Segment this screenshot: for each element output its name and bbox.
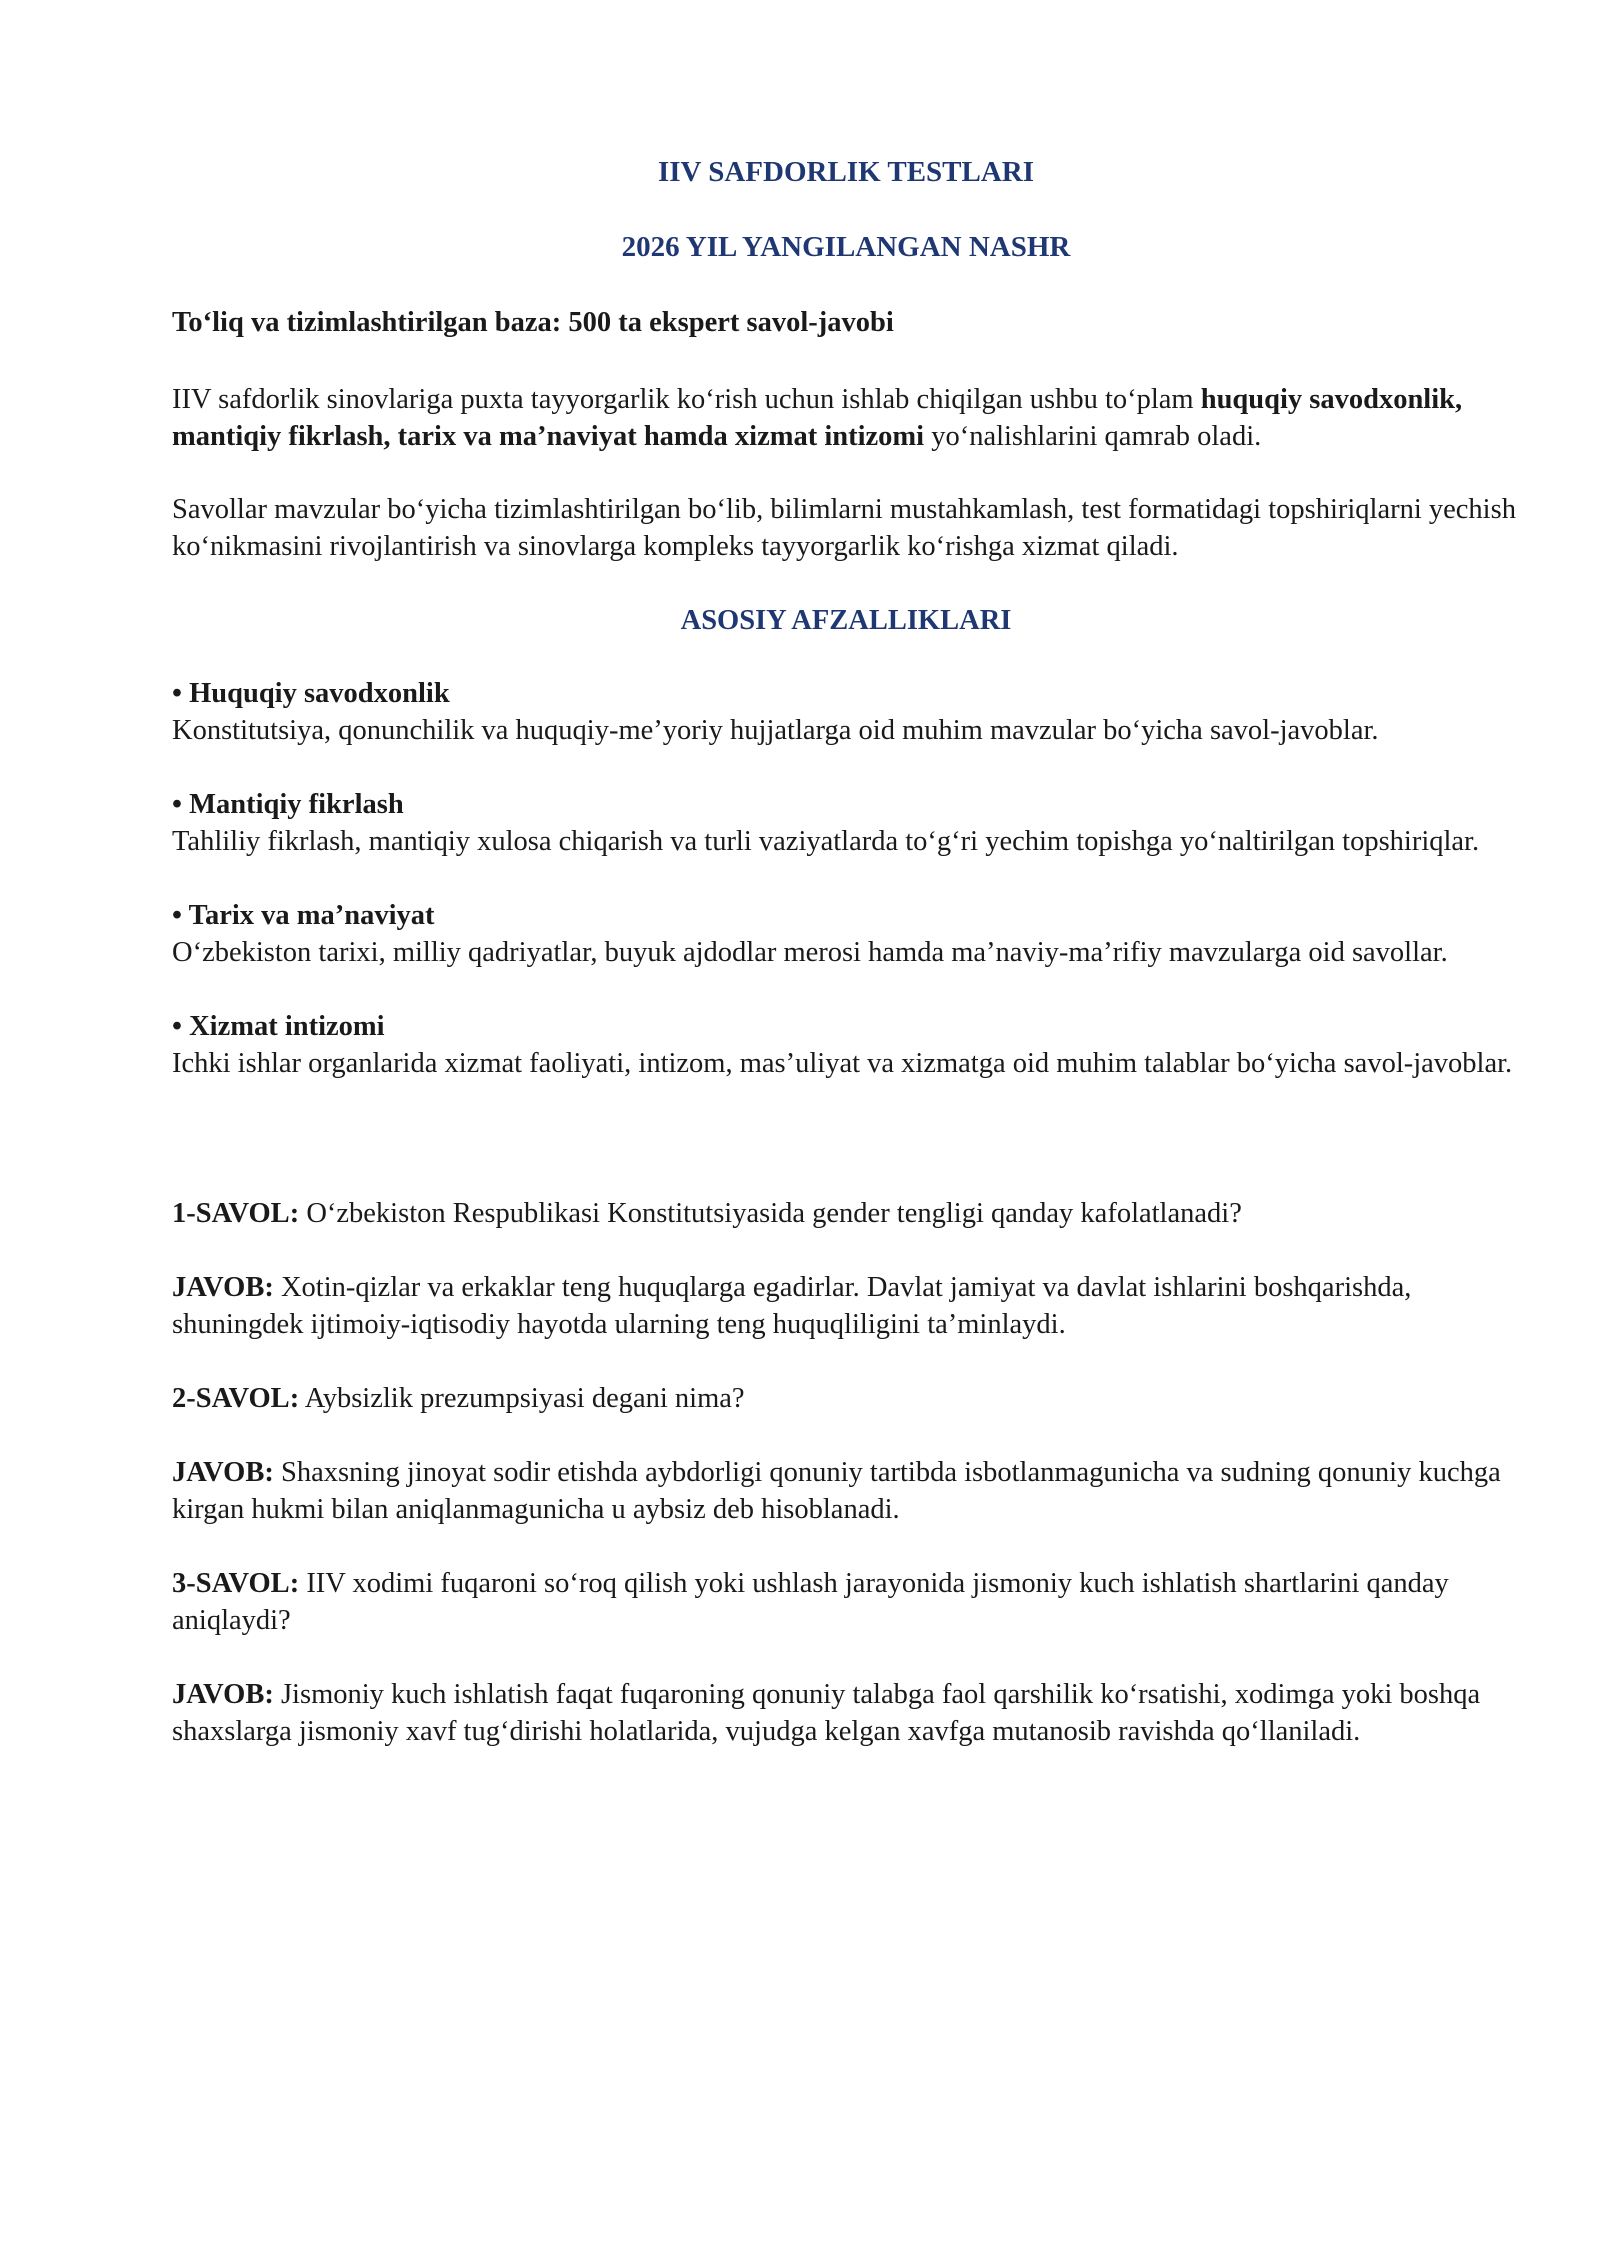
answer-label: JAVOB: — [172, 1272, 274, 1303]
intro-text-start: IIV safdorlik sinovlariga puxta tayyorgarlik ko‘rish uchun ishlab chiqilgan ushbu to‘plam — [172, 384, 1201, 415]
feature-heading: • Mantiqiy fikrlash — [172, 789, 404, 820]
advantages-title: ASOSIY AFZALLIKLARI — [680, 605, 1012, 636]
feature-heading: • Tarix va ma’naviyat — [172, 900, 435, 931]
question-3 — [172, 1565, 1520, 1639]
answer-1 — [172, 1269, 1520, 1343]
question-2 — [172, 1380, 1520, 1417]
answer-2 — [172, 1454, 1520, 1528]
answer-label: JAVOB: — [172, 1457, 274, 1488]
intro-bold-topics: huquqiy savodxonlik, mantiqiy fikrlash, tarix va ma’naviyat hamda xizmat intizomi — [172, 384, 1463, 452]
edition-title: 2026 YIL YANGILANGAN NASHR — [621, 231, 1071, 263]
intro-paragraph-1 — [172, 381, 1520, 455]
feature-item — [172, 1008, 1520, 1082]
question-label: 1-SAVOL: — [172, 1198, 300, 1229]
feature-item — [172, 897, 1520, 971]
feature-item — [172, 786, 1520, 860]
answer-text: Shaxsning jinoyat sodir etishda aybdorligi qonuniy tartibda isbotlanmagunicha va sudning qonuniy kuchga kirgan hukmi bilan aniqlanmagunicha u aybsiz deb hisoblanadi. — [172, 1457, 1501, 1525]
feature-text: Ichki ishlar organlarida xizmat faoliyati, intizom, mas’uliyat va xizmatga oid muhim talablar bo‘yicha savol-javoblar. — [172, 1048, 1513, 1079]
question-answer-list — [172, 1195, 1520, 1750]
document-title: IIV SAFDORLIK TESTLARI — [657, 156, 1035, 188]
question-label: 2-SAVOL: — [172, 1383, 300, 1414]
feature-text: O‘zbekiston tarixi, milliy qadriyatlar, buyuk ajdodlar merosi hamda ma’naviy-ma’rifiy mavzularga oid savollar. — [172, 937, 1448, 968]
subtitle: To‘liq va tizimlashtirilgan baza: 500 ta ekspert savol-javobi — [172, 307, 894, 338]
answer-text: Xotin-qizlar va erkaklar teng huquqlarga egadirlar. Davlat jamiyat va davlat ishlarini boshqarishda, shuningdek ijtimoiy-iqtisodiy hayotda ularning teng huquqliligini ta’minlaydi. — [172, 1272, 1412, 1340]
question-text: O‘zbekiston Respublikasi Konstitutsiyasida gender tengligi qanday kafolatlanadi? — [299, 1198, 1242, 1229]
intro-text-end: yo‘nalishlarini qamrab oladi. — [924, 421, 1262, 452]
question-1 — [172, 1195, 1520, 1232]
answer-3 — [172, 1676, 1520, 1750]
question-label: 3-SAVOL: — [172, 1568, 300, 1599]
answer-label: JAVOB: — [172, 1679, 274, 1710]
answer-text: Jismoniy kuch ishlatish faqat fuqaroning qonuniy talabga faol qarshilik ko‘rsatishi, xodimga yoki boshqa shaxslarga jismoniy xavf tug‘dirishi holatlarida, vujudga kelgan xavfga mutanosib ravishda qo‘llaniladi. — [172, 1679, 1481, 1747]
feature-heading: • Xizmat intizomi — [172, 1011, 385, 1042]
feature-item — [172, 675, 1520, 749]
feature-heading: • Huquqiy savodxonlik — [172, 678, 450, 709]
question-text: Aybsizlik prezumpsiyasi degani nima? — [299, 1383, 745, 1414]
feature-text: Tahliliy fikrlash, mantiqiy xulosa chiqarish va turli vaziyatlarda to‘g‘ri yechim topishga yo‘naltirilgan topshiriqlar. — [172, 826, 1480, 857]
question-text: IIV xodimi fuqaroni so‘roq qilish yoki ushlash jarayonida jismoniy kuch ishlatish shartlarini qanday aniqlaydi? — [172, 1568, 1449, 1636]
intro-paragraph-2: Savollar mavzular bo‘yicha tizimlashtirilgan bo‘lib, bilimlarni mustahkamlash, test formatidagi topshiriqlarni yechish ko‘nikmasini rivojlantirish va sinovlarga kompleks tayyorgarlik ko‘rishga xizmat qiladi. — [172, 494, 1516, 562]
feature-text: Konstitutsiya, qonunchilik va huquqiy-me’yoriy hujjatlarga oid muhim mavzular bo‘yicha savol-javoblar. — [172, 715, 1379, 746]
